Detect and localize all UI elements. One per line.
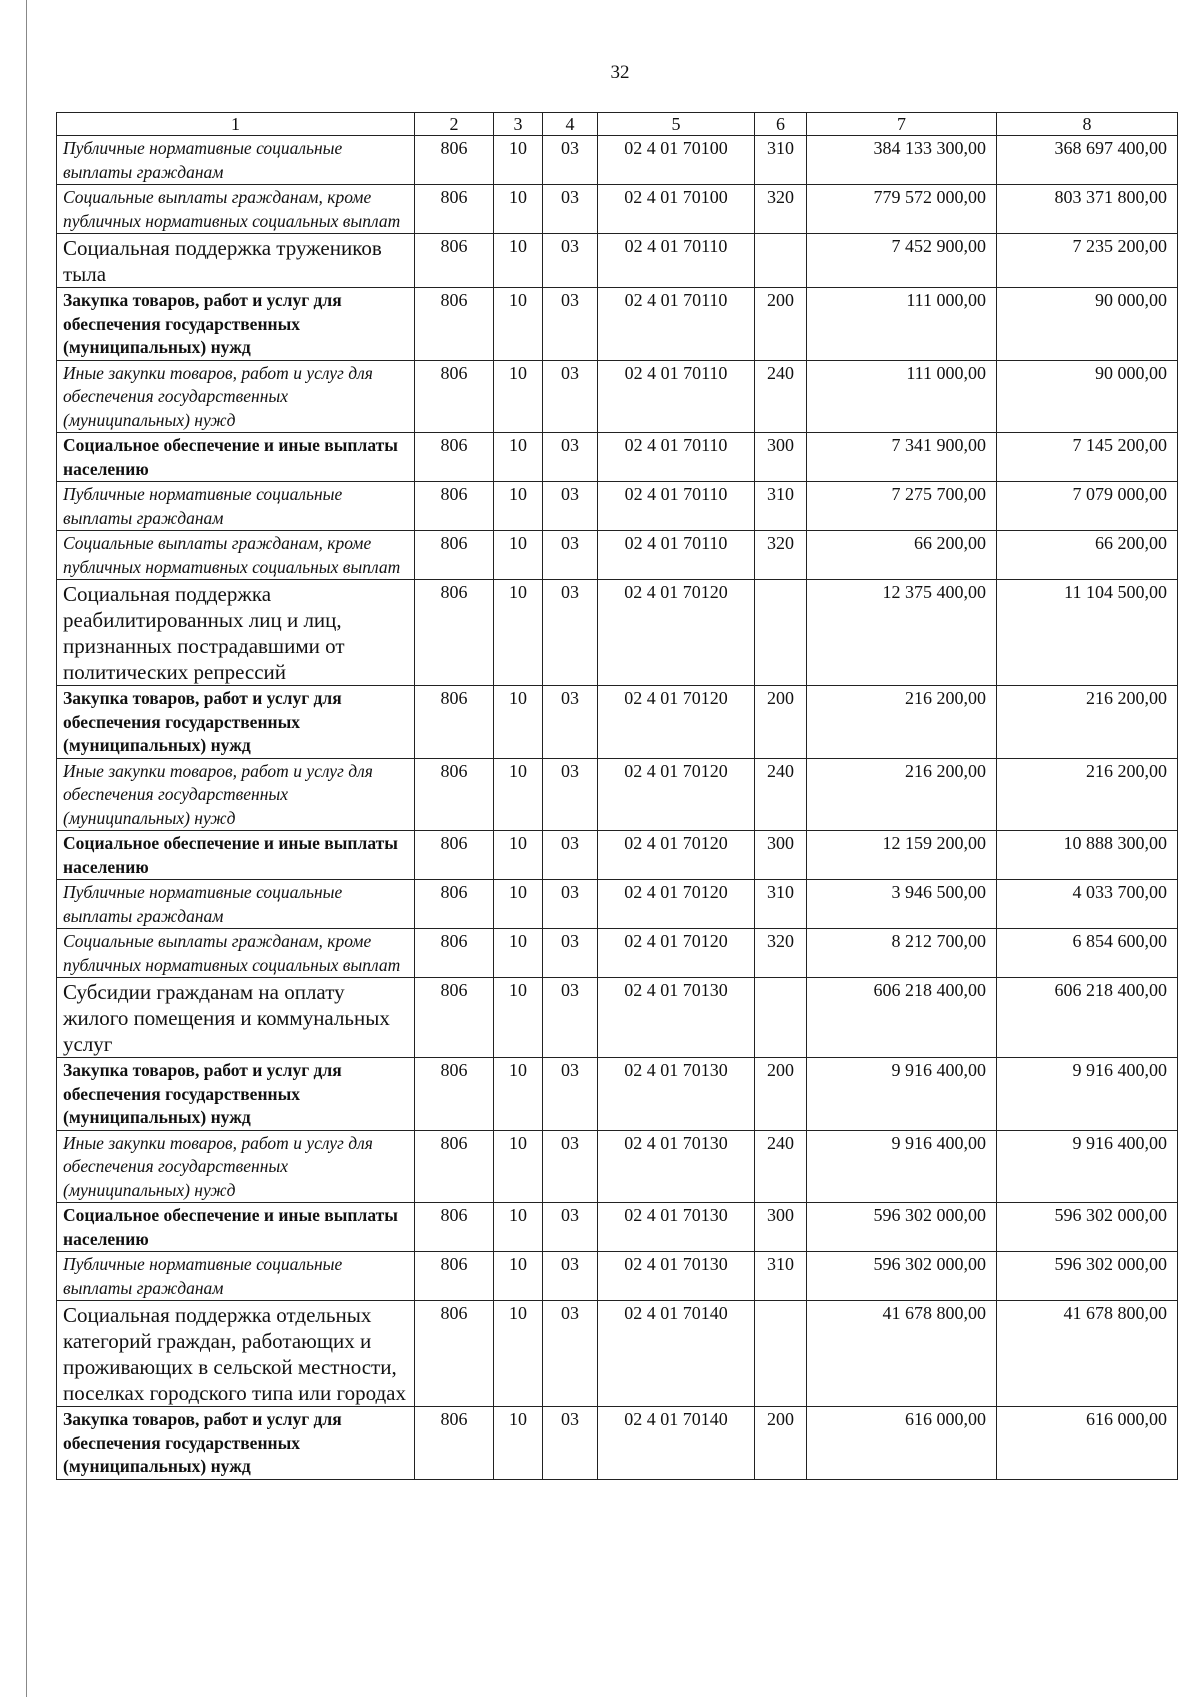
cell-amount-1: 66 200,00 [807, 531, 997, 580]
cell-target-article: 02 4 01 70130 [598, 1130, 755, 1203]
cell-amount-2: 90 000,00 [997, 360, 1178, 433]
table-row [57, 234, 1178, 288]
cell-amount-1: 12 375 400,00 [807, 580, 997, 686]
cell-target-article: 02 4 01 70130 [598, 1058, 755, 1131]
cell-amount-1: 3 946 500,00 [807, 880, 997, 929]
cell-subsection: 03 [543, 880, 598, 929]
cell-target-article: 02 4 01 70120 [598, 758, 755, 831]
cell-amount-1: 41 678 800,00 [807, 1301, 997, 1407]
cell-name: Закупка товаров, работ и услуг для обеспечения государственных (муниципальных) нужд [57, 288, 415, 361]
cell-expense-type: 200 [755, 1058, 807, 1131]
header-cell: 3 [494, 113, 543, 136]
table-row [57, 1130, 1178, 1203]
cell-subsection: 03 [543, 1301, 598, 1407]
cell-expense-type: 320 [755, 531, 807, 580]
cell-name: Публичные нормативные социальные выплаты гражданам [57, 1252, 415, 1301]
cell-subsection: 03 [543, 482, 598, 531]
cell-target-article: 02 4 01 70130 [598, 1203, 755, 1252]
cell-name: Закупка товаров, работ и услуг для обеспечения государственных (муниципальных) нужд [57, 686, 415, 759]
cell-target-article: 02 4 01 70130 [598, 1252, 755, 1301]
cell-amount-1: 7 275 700,00 [807, 482, 997, 531]
table-row [57, 1301, 1178, 1407]
cell-grbs: 806 [415, 136, 494, 185]
cell-section: 10 [494, 234, 543, 288]
cell-expense-type: 320 [755, 929, 807, 978]
page-number: 32 [610, 62, 630, 83]
header-cell: 7 [807, 113, 997, 136]
table-row [57, 185, 1178, 234]
cell-name: Закупка товаров, работ и услуг для обеспечения государственных (муниципальных) нужд [57, 1407, 415, 1480]
cell-name: Иные закупки товаров, работ и услуг для обеспечения государственных (муниципальных) нужд [57, 360, 415, 433]
cell-subsection: 03 [543, 978, 598, 1058]
cell-expense-type [755, 580, 807, 686]
table-row [57, 580, 1178, 686]
cell-target-article: 02 4 01 70110 [598, 531, 755, 580]
cell-expense-type [755, 1301, 807, 1407]
cell-section: 10 [494, 1407, 543, 1480]
cell-subsection: 03 [543, 288, 598, 361]
scan-edge-line [26, 0, 27, 1697]
cell-amount-2: 7 079 000,00 [997, 482, 1178, 531]
cell-expense-type: 310 [755, 880, 807, 929]
cell-expense-type: 310 [755, 482, 807, 531]
table-row [57, 288, 1178, 361]
cell-amount-2: 11 104 500,00 [997, 580, 1178, 686]
cell-subsection: 03 [543, 1407, 598, 1480]
cell-section: 10 [494, 686, 543, 759]
cell-section: 10 [494, 978, 543, 1058]
cell-amount-1: 384 133 300,00 [807, 136, 997, 185]
cell-subsection: 03 [543, 234, 598, 288]
cell-amount-2: 9 916 400,00 [997, 1058, 1178, 1131]
cell-amount-2: 596 302 000,00 [997, 1203, 1178, 1252]
cell-amount-1: 779 572 000,00 [807, 185, 997, 234]
table-row [57, 831, 1178, 880]
cell-expense-type: 240 [755, 758, 807, 831]
cell-amount-2: 803 371 800,00 [997, 185, 1178, 234]
cell-subsection: 03 [543, 185, 598, 234]
cell-target-article: 02 4 01 70140 [598, 1301, 755, 1407]
cell-expense-type: 200 [755, 686, 807, 759]
table-header-row [57, 113, 1178, 136]
cell-subsection: 03 [543, 1203, 598, 1252]
cell-subsection: 03 [543, 433, 598, 482]
cell-expense-type: 320 [755, 185, 807, 234]
cell-amount-1: 9 916 400,00 [807, 1130, 997, 1203]
cell-target-article: 02 4 01 70100 [598, 136, 755, 185]
cell-expense-type: 300 [755, 433, 807, 482]
cell-target-article: 02 4 01 70130 [598, 978, 755, 1058]
cell-grbs: 806 [415, 433, 494, 482]
cell-section: 10 [494, 1252, 543, 1301]
cell-grbs: 806 [415, 185, 494, 234]
cell-expense-type: 200 [755, 288, 807, 361]
cell-expense-type [755, 234, 807, 288]
cell-grbs: 806 [415, 831, 494, 880]
cell-grbs: 806 [415, 686, 494, 759]
cell-target-article: 02 4 01 70120 [598, 831, 755, 880]
budget-table [56, 112, 1178, 1480]
cell-section: 10 [494, 482, 543, 531]
cell-name: Закупка товаров, работ и услуг для обеспечения государственных (муниципальных) нужд [57, 1058, 415, 1131]
cell-target-article: 02 4 01 70110 [598, 288, 755, 361]
cell-subsection: 03 [543, 136, 598, 185]
cell-target-article: 02 4 01 70100 [598, 185, 755, 234]
cell-amount-1: 7 341 900,00 [807, 433, 997, 482]
cell-section: 10 [494, 1130, 543, 1203]
table-row [57, 482, 1178, 531]
cell-section: 10 [494, 1301, 543, 1407]
cell-amount-2: 216 200,00 [997, 686, 1178, 759]
cell-amount-2: 7 145 200,00 [997, 433, 1178, 482]
cell-target-article: 02 4 01 70120 [598, 580, 755, 686]
cell-target-article: 02 4 01 70110 [598, 482, 755, 531]
cell-name: Социальное обеспечение и иные выплаты населению [57, 831, 415, 880]
cell-name: Социальные выплаты гражданам, кроме публичных нормативных социальных выплат [57, 531, 415, 580]
cell-subsection: 03 [543, 758, 598, 831]
cell-grbs: 806 [415, 1203, 494, 1252]
cell-expense-type: 200 [755, 1407, 807, 1480]
table-row [57, 433, 1178, 482]
cell-grbs: 806 [415, 758, 494, 831]
cell-name: Иные закупки товаров, работ и услуг для обеспечения государственных (муниципальных) нужд [57, 1130, 415, 1203]
cell-grbs: 806 [415, 531, 494, 580]
cell-section: 10 [494, 929, 543, 978]
cell-target-article: 02 4 01 70110 [598, 234, 755, 288]
cell-amount-2: 9 916 400,00 [997, 1130, 1178, 1203]
cell-amount-2: 216 200,00 [997, 758, 1178, 831]
cell-amount-1: 216 200,00 [807, 686, 997, 759]
cell-section: 10 [494, 288, 543, 361]
cell-subsection: 03 [543, 1252, 598, 1301]
table-row [57, 360, 1178, 433]
cell-target-article: 02 4 01 70110 [598, 360, 755, 433]
cell-grbs: 806 [415, 288, 494, 361]
table-body [57, 136, 1178, 1480]
cell-amount-1: 7 452 900,00 [807, 234, 997, 288]
cell-amount-2: 596 302 000,00 [997, 1252, 1178, 1301]
cell-expense-type: 300 [755, 1203, 807, 1252]
table-row [57, 686, 1178, 759]
cell-section: 10 [494, 136, 543, 185]
cell-grbs: 806 [415, 482, 494, 531]
cell-amount-2: 6 854 600,00 [997, 929, 1178, 978]
header-cell: 2 [415, 113, 494, 136]
cell-name: Социальная поддержка отдельных категорий граждан, работающих и проживающих в сельской местности, поселках городского типа или городах [57, 1301, 415, 1407]
table-row [57, 1058, 1178, 1131]
cell-expense-type: 310 [755, 136, 807, 185]
cell-amount-1: 606 218 400,00 [807, 978, 997, 1058]
cell-amount-2: 66 200,00 [997, 531, 1178, 580]
cell-subsection: 03 [543, 531, 598, 580]
header-cell: 5 [598, 113, 755, 136]
table-row [57, 1203, 1178, 1252]
cell-expense-type: 300 [755, 831, 807, 880]
cell-amount-1: 216 200,00 [807, 758, 997, 831]
table-row [57, 136, 1178, 185]
cell-subsection: 03 [543, 686, 598, 759]
cell-amount-2: 368 697 400,00 [997, 136, 1178, 185]
cell-expense-type: 240 [755, 1130, 807, 1203]
cell-grbs: 806 [415, 360, 494, 433]
cell-section: 10 [494, 360, 543, 433]
cell-amount-1: 8 212 700,00 [807, 929, 997, 978]
cell-expense-type: 310 [755, 1252, 807, 1301]
cell-name: Публичные нормативные социальные выплаты гражданам [57, 880, 415, 929]
table-row [57, 758, 1178, 831]
cell-amount-1: 111 000,00 [807, 288, 997, 361]
table-row [57, 531, 1178, 580]
cell-target-article: 02 4 01 70110 [598, 433, 755, 482]
cell-section: 10 [494, 433, 543, 482]
table-row [57, 929, 1178, 978]
cell-subsection: 03 [543, 580, 598, 686]
cell-grbs: 806 [415, 580, 494, 686]
cell-subsection: 03 [543, 1058, 598, 1131]
cell-target-article: 02 4 01 70120 [598, 929, 755, 978]
cell-expense-type: 240 [755, 360, 807, 433]
cell-name: Публичные нормативные социальные выплаты гражданам [57, 482, 415, 531]
cell-name: Субсидии гражданам на оплату жилого помещения и коммунальных услуг [57, 978, 415, 1058]
cell-amount-1: 9 916 400,00 [807, 1058, 997, 1131]
cell-section: 10 [494, 758, 543, 831]
cell-section: 10 [494, 580, 543, 686]
cell-expense-type [755, 978, 807, 1058]
cell-subsection: 03 [543, 831, 598, 880]
cell-name: Публичные нормативные социальные выплаты гражданам [57, 136, 415, 185]
cell-grbs: 806 [415, 1301, 494, 1407]
cell-amount-2: 4 033 700,00 [997, 880, 1178, 929]
cell-amount-2: 10 888 300,00 [997, 831, 1178, 880]
cell-subsection: 03 [543, 360, 598, 433]
cell-grbs: 806 [415, 880, 494, 929]
header-cell: 8 [997, 113, 1178, 136]
cell-section: 10 [494, 1058, 543, 1131]
cell-amount-1: 596 302 000,00 [807, 1252, 997, 1301]
cell-name: Социальные выплаты гражданам, кроме публичных нормативных социальных выплат [57, 929, 415, 978]
cell-section: 10 [494, 1203, 543, 1252]
cell-amount-2: 41 678 800,00 [997, 1301, 1178, 1407]
cell-subsection: 03 [543, 929, 598, 978]
table-row [57, 978, 1178, 1058]
cell-target-article: 02 4 01 70140 [598, 1407, 755, 1480]
header-cell: 6 [755, 113, 807, 136]
cell-grbs: 806 [415, 978, 494, 1058]
cell-amount-1: 596 302 000,00 [807, 1203, 997, 1252]
header-cell: 4 [543, 113, 598, 136]
cell-name: Социальные выплаты гражданам, кроме публичных нормативных социальных выплат [57, 185, 415, 234]
cell-amount-2: 7 235 200,00 [997, 234, 1178, 288]
cell-amount-2: 90 000,00 [997, 288, 1178, 361]
cell-section: 10 [494, 531, 543, 580]
cell-amount-1: 12 159 200,00 [807, 831, 997, 880]
cell-grbs: 806 [415, 234, 494, 288]
table-row [57, 1407, 1178, 1480]
cell-section: 10 [494, 880, 543, 929]
cell-name: Социальное обеспечение и иные выплаты населению [57, 1203, 415, 1252]
cell-name: Иные закупки товаров, работ и услуг для обеспечения государственных (муниципальных) нужд [57, 758, 415, 831]
cell-name: Социальное обеспечение и иные выплаты населению [57, 433, 415, 482]
cell-target-article: 02 4 01 70120 [598, 686, 755, 759]
table-row [57, 1252, 1178, 1301]
cell-amount-2: 616 000,00 [997, 1407, 1178, 1480]
cell-grbs: 806 [415, 1058, 494, 1131]
cell-amount-2: 606 218 400,00 [997, 978, 1178, 1058]
cell-grbs: 806 [415, 1407, 494, 1480]
cell-grbs: 806 [415, 929, 494, 978]
table-row [57, 880, 1178, 929]
cell-amount-1: 111 000,00 [807, 360, 997, 433]
cell-grbs: 806 [415, 1252, 494, 1301]
cell-grbs: 806 [415, 1130, 494, 1203]
cell-section: 10 [494, 185, 543, 234]
cell-subsection: 03 [543, 1130, 598, 1203]
cell-name: Социальная поддержка тружеников тыла [57, 234, 415, 288]
cell-target-article: 02 4 01 70120 [598, 880, 755, 929]
cell-name: Социальная поддержка реабилитированных лиц и лиц, признанных пострадавшими от политических репрессий [57, 580, 415, 686]
header-cell: 1 [57, 113, 415, 136]
cell-section: 10 [494, 831, 543, 880]
cell-amount-1: 616 000,00 [807, 1407, 997, 1480]
